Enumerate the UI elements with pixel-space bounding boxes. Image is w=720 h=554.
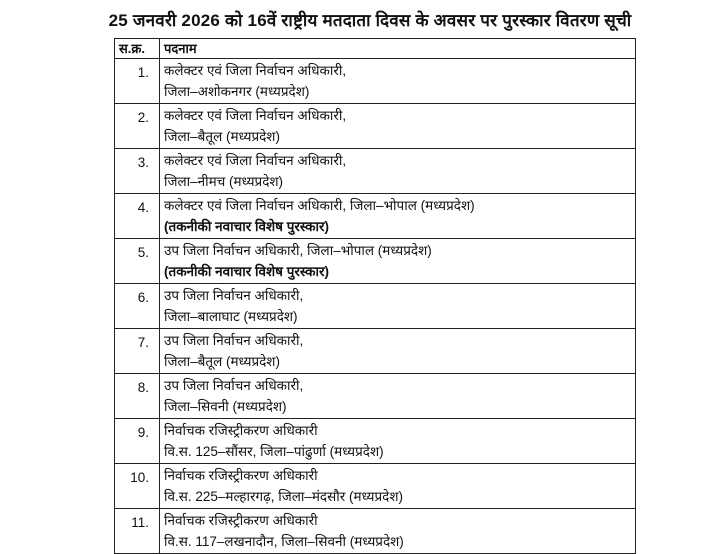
serial-number-cell	[115, 59, 160, 104]
designation-cell	[160, 149, 636, 194]
designation-line: कलेक्टर एवं जिला निर्वाचन अधिकारी,	[164, 153, 347, 168]
designation-cell	[160, 284, 636, 329]
designation-cell	[160, 509, 636, 554]
serial-number: 5.	[137, 245, 149, 260]
designation-line: उप जिला निर्वाचन अधिकारी,	[164, 288, 304, 303]
designation-cell	[160, 59, 636, 104]
designation-cell	[160, 194, 636, 239]
header-serial-number: स.क्र.	[115, 39, 160, 59]
district-line: जिला–बालाघाट (मध्यप्रदेश)	[164, 309, 298, 324]
serial-number-cell	[115, 149, 160, 194]
table-row	[115, 104, 636, 149]
designation-cell	[160, 104, 636, 149]
serial-number: 4.	[137, 200, 149, 215]
serial-number-cell	[115, 464, 160, 509]
designation-line: कलेक्टर एवं जिला निर्वाचन अधिकारी,	[164, 63, 347, 78]
designation-line: उप जिला निर्वाचन अधिकारी,	[164, 378, 304, 393]
table-row	[115, 374, 636, 419]
award-list-table	[114, 38, 636, 554]
serial-number-cell	[115, 194, 160, 239]
district-line: जिला–बैतूल (मध्यप्रदेश)	[164, 354, 280, 369]
designation-cell	[160, 239, 636, 284]
table-row	[115, 194, 636, 239]
designation-line: उप जिला निर्वाचन अधिकारी,	[164, 333, 304, 348]
designation-line: निर्वाचक रजिस्ट्रीकरण अधिकारी	[164, 423, 318, 438]
serial-number: 10.	[130, 470, 149, 485]
table-row	[115, 149, 636, 194]
district-line: जिला–बैतूल (मध्यप्रदेश)	[164, 129, 280, 144]
table-row	[115, 239, 636, 284]
serial-number-cell	[115, 509, 160, 554]
serial-number-cell	[115, 239, 160, 284]
header-designation: पदनाम	[160, 39, 636, 59]
document-title: 25 जनवरी 2026 को 16वें राष्ट्रीय मतदाता दिवस के अवसर पर पुरस्कार वितरण सूची	[108, 11, 632, 30]
designation-cell	[160, 374, 636, 419]
serial-number-cell	[115, 104, 160, 149]
serial-number: 7.	[137, 335, 149, 350]
table-header-row	[115, 39, 636, 59]
award-category: (तकनीकी नवाचार विशेष पुरस्कार)	[164, 219, 330, 234]
award-category: (तकनीकी नवाचार विशेष पुरस्कार)	[164, 264, 330, 279]
serial-number: 3.	[137, 155, 149, 170]
table-row	[115, 509, 636, 554]
serial-number-cell	[115, 419, 160, 464]
table-row	[115, 284, 636, 329]
serial-number: 6.	[137, 290, 149, 305]
designation-line: निर्वाचक रजिस्ट्रीकरण अधिकारी	[164, 468, 318, 483]
serial-number-cell	[115, 374, 160, 419]
designation-cell	[160, 419, 636, 464]
serial-number: 11.	[131, 515, 149, 530]
serial-number: 8.	[137, 380, 149, 395]
serial-number-cell	[115, 284, 160, 329]
district-line: जिला–नीमच (मध्यप्रदेश)	[164, 174, 284, 189]
district-line: वि.स. 117–लखनादौन, जिला–सिवनी (मध्यप्रदेश)	[164, 534, 404, 549]
serial-number: 2.	[137, 110, 149, 125]
serial-number: 9.	[137, 425, 149, 440]
designation-line: कलेक्टर एवं जिला निर्वाचन अधिकारी, जिला–भोपाल (मध्यप्रदेश)	[164, 198, 475, 213]
designation-cell	[160, 329, 636, 374]
district-line: वि.स. 125–सौंसर, जिला–पांढुर्णा (मध्यप्रदेश)	[164, 444, 384, 459]
table-row	[115, 464, 636, 509]
table-row	[115, 59, 636, 104]
designation-line: कलेक्टर एवं जिला निर्वाचन अधिकारी,	[164, 108, 347, 123]
serial-number: 1.	[137, 65, 149, 80]
designation-cell	[160, 464, 636, 509]
designation-line: उप जिला निर्वाचन अधिकारी, जिला–भोपाल (मध्यप्रदेश)	[164, 243, 432, 258]
district-line: जिला–सिवनी (मध्यप्रदेश)	[164, 399, 287, 414]
designation-line: निर्वाचक रजिस्ट्रीकरण अधिकारी	[164, 513, 318, 528]
district-line: वि.स. 225–मल्हारगढ़, जिला–मंदसौर (मध्यप्रदेश)	[164, 489, 404, 504]
serial-number-cell	[115, 329, 160, 374]
table-row	[115, 419, 636, 464]
district-line: जिला–अशोकनगर (मध्यप्रदेश)	[164, 84, 310, 99]
table-row	[115, 329, 636, 374]
